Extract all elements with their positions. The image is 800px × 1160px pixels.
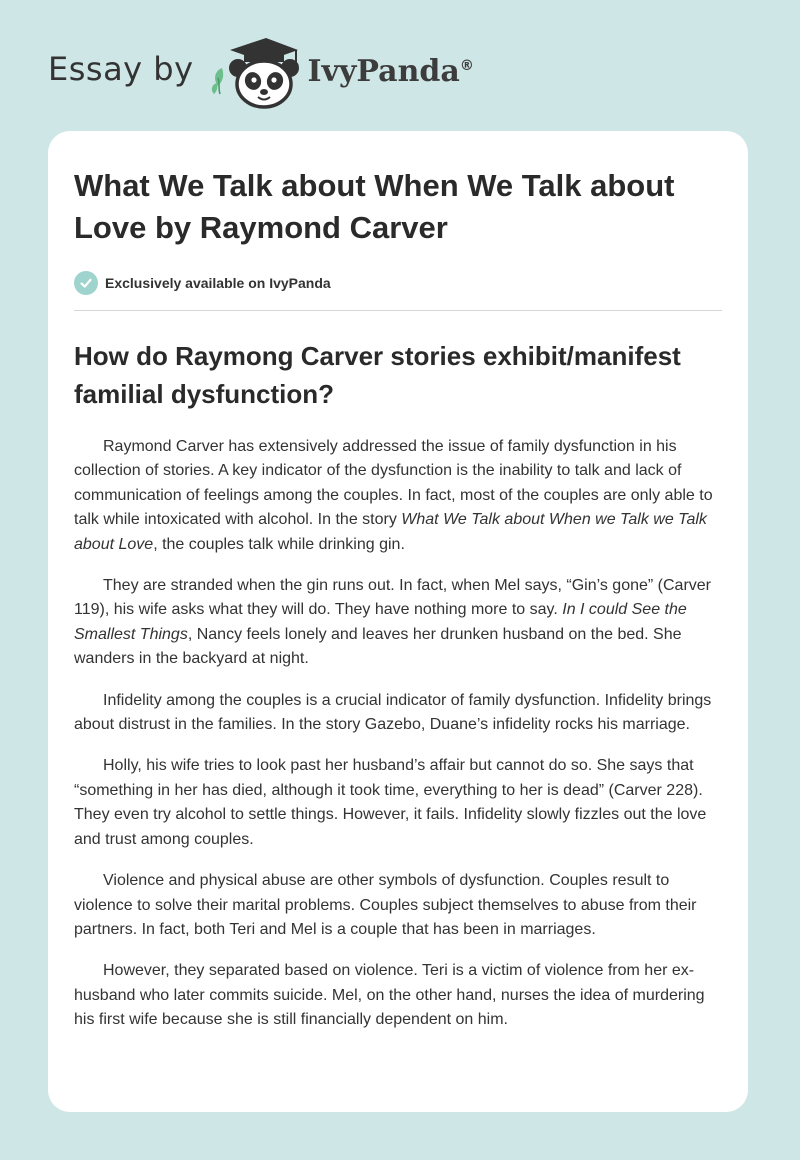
paragraph-text: Raymond Carver has extensively addressed the issue of family dysfunction in his collection of stories. A key indicator of the dysfunction is the inability to talk and lack of communication of feelings among the couples. In fact, most of the couples are only able to talk while intoxicated with alcohol. In the story [74,438,713,529]
badge-text: Exclusively available on IvyPanda [105,275,331,291]
paragraph-2 [74,574,724,672]
article-body [74,435,722,1033]
story-title: In I could See the Smallest Things [74,601,687,643]
paragraph-4: Holly, his wife tries to look past her husband’s affair but cannot do so. She says that “something in her has died, although it took time, everything to her is dead” (Carver 228). They even try alcohol to settle things. However, it fails. Infidelity slowly fizzles out the love and trust among couples. [74,757,707,848]
section-heading: How do Raymong Carver stories exhibit/manifest familial dysfunction? [74,341,681,409]
paragraph-text: , Nancy feels lonely and leaves her drunken husband on the bed. She wanders in the backyard at night. [74,625,682,668]
paragraph-text: , the couples talk while drinking gin. [153,535,405,553]
story-title: What We Talk about When we Talk we Talk about Love [74,511,707,553]
panda-graduate-icon[interactable] [208,34,304,110]
divider [74,310,722,311]
article-card [48,131,748,1112]
site-header [48,32,474,112]
paragraph-1 [74,435,724,557]
paragraph-3: Infidelity among the couples is a crucial indicator of family dysfunction. Infidelity brings about distrust in the families. In the story Gazebo, Duane’s infidelity rocks his marriage. [74,691,712,734]
article-title: What We Talk about When We Talk about Love by Raymond Carver [74,168,675,245]
paragraph-text: They are stranded when the gin runs out. In fact, when Mel says, “Gin’s gone” (Carver 119), his wife asks what they will do. They have nothing more to say. [74,577,711,619]
essay-by-label: Essay by [48,50,194,88]
brand-name[interactable] [308,54,474,89]
exclusive-badge [74,269,722,297]
trademark: ® [459,57,474,74]
paragraph-6: However, they separated based on violence. Teri is a victim of violence from her ex-husband who later commits suicide. Mel, on the other hand, nurses the idea of murdering his first wife because she is still financially dependent on him. [74,962,705,1029]
paragraph-5: Violence and physical abuse are other symbols of dysfunction. Couples result to violence to solve their marital problems. Couples subject themselves to abuse from their partners. In fact, both Teri and Mel is a couple that has been in marriages. [74,872,697,938]
check-icon [74,271,98,295]
brand-text[interactable]: IvyPanda [307,53,460,89]
